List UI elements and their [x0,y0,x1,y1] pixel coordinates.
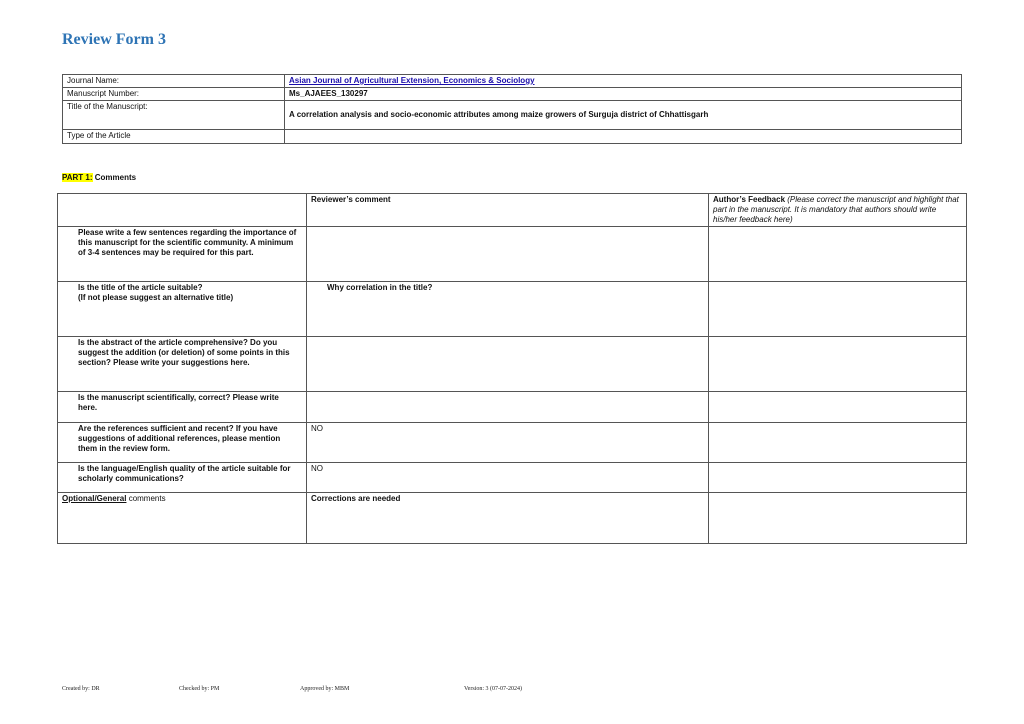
author-feedback-cell[interactable] [709,423,967,463]
author-feedback-cell[interactable] [709,282,967,337]
question-references: Are the references sufficient and recent? If you have suggestions of additional references, please mention them in the review form. [58,423,307,463]
journal-link[interactable]: Asian Journal of Agricultural Extension, Economics & Sociology [289,76,535,85]
manuscript-title-label: Title of the Manuscript: [63,101,285,130]
question-title-suitable: Is the title of the article suitable? (If not please suggest an alternative title) [58,282,307,337]
reviewer-comment-cell[interactable]: Corrections are needed [307,493,709,544]
optional-general-label: Optional/General [62,494,127,503]
journal-label: Journal Name: [63,75,285,88]
question-abstract: Is the abstract of the article comprehensive? Do you suggest the addition (or deletion) of some points in this section? Please write your suggestions here. [58,337,307,392]
footer-created: Created by: DR [62,686,100,692]
reviewer-comment-cell[interactable] [307,337,709,392]
question-importance: Please write a few sentences regarding the importance of this manuscript for the scientific community. A minimum of 3-4 sentences may be required for this part. [58,227,307,282]
reviewer-comment-header: Reviewer’s comment [307,194,709,227]
author-feedback-cell[interactable] [709,227,967,282]
comments-table [57,193,967,544]
footer-approved: Approved by: MBM [300,686,350,692]
form-title: Review Form 3 [62,31,166,48]
author-feedback-cell[interactable] [709,493,967,544]
author-feedback-cell[interactable] [709,463,967,493]
table-row [58,227,967,282]
manuscript-title-value: A correlation analysis and socio-economic attributes among maize growers of Surguja district of Chhattisgarh [285,101,962,130]
table-row [58,463,967,493]
author-feedback-cell[interactable] [709,392,967,423]
part-label: PART 1: [62,173,93,182]
optional-comments-suffix: comments [126,494,166,503]
author-feedback-header [709,194,967,227]
author-feedback-note: (Please correct the manuscript and highlight that part in the manuscript. It is mandatory that authors should write his/her feedback here) [713,195,959,224]
manuscript-number-value: Ms_AJAEES_130297 [285,88,962,101]
empty-header-cell [58,194,307,227]
table-row [58,493,967,544]
article-type-value[interactable] [285,130,962,144]
article-type-label: Type of the Article [63,130,285,144]
footer-checked: Checked by: PM [179,686,220,692]
part-heading [62,173,136,182]
reviewer-comment-cell[interactable] [307,227,709,282]
question-language: Is the language/English quality of the article suitable for scholarly communications? [58,463,307,493]
author-feedback-title: Author’s Feedback [713,195,786,204]
manuscript-info-table [62,74,962,144]
part-title: Comments [94,173,137,182]
reviewer-comment-cell[interactable]: NO [307,463,709,493]
author-feedback-cell[interactable] [709,337,967,392]
table-row [58,392,967,423]
table-row [58,423,967,463]
manuscript-number-label: Manuscript Number: [63,88,285,101]
footer-version: Version: 3 (07-07-2024) [464,686,522,692]
reviewer-comment-cell[interactable] [307,392,709,423]
table-row [58,282,967,337]
header-row [58,194,967,227]
reviewer-comment-cell[interactable]: NO [307,423,709,463]
optional-comments-label [58,493,307,544]
table-row [58,337,967,392]
question-scientific: Is the manuscript scientifically, correct? Please write here. [58,392,307,423]
reviewer-comment-cell[interactable]: Why correlation in the title? [327,283,433,292]
